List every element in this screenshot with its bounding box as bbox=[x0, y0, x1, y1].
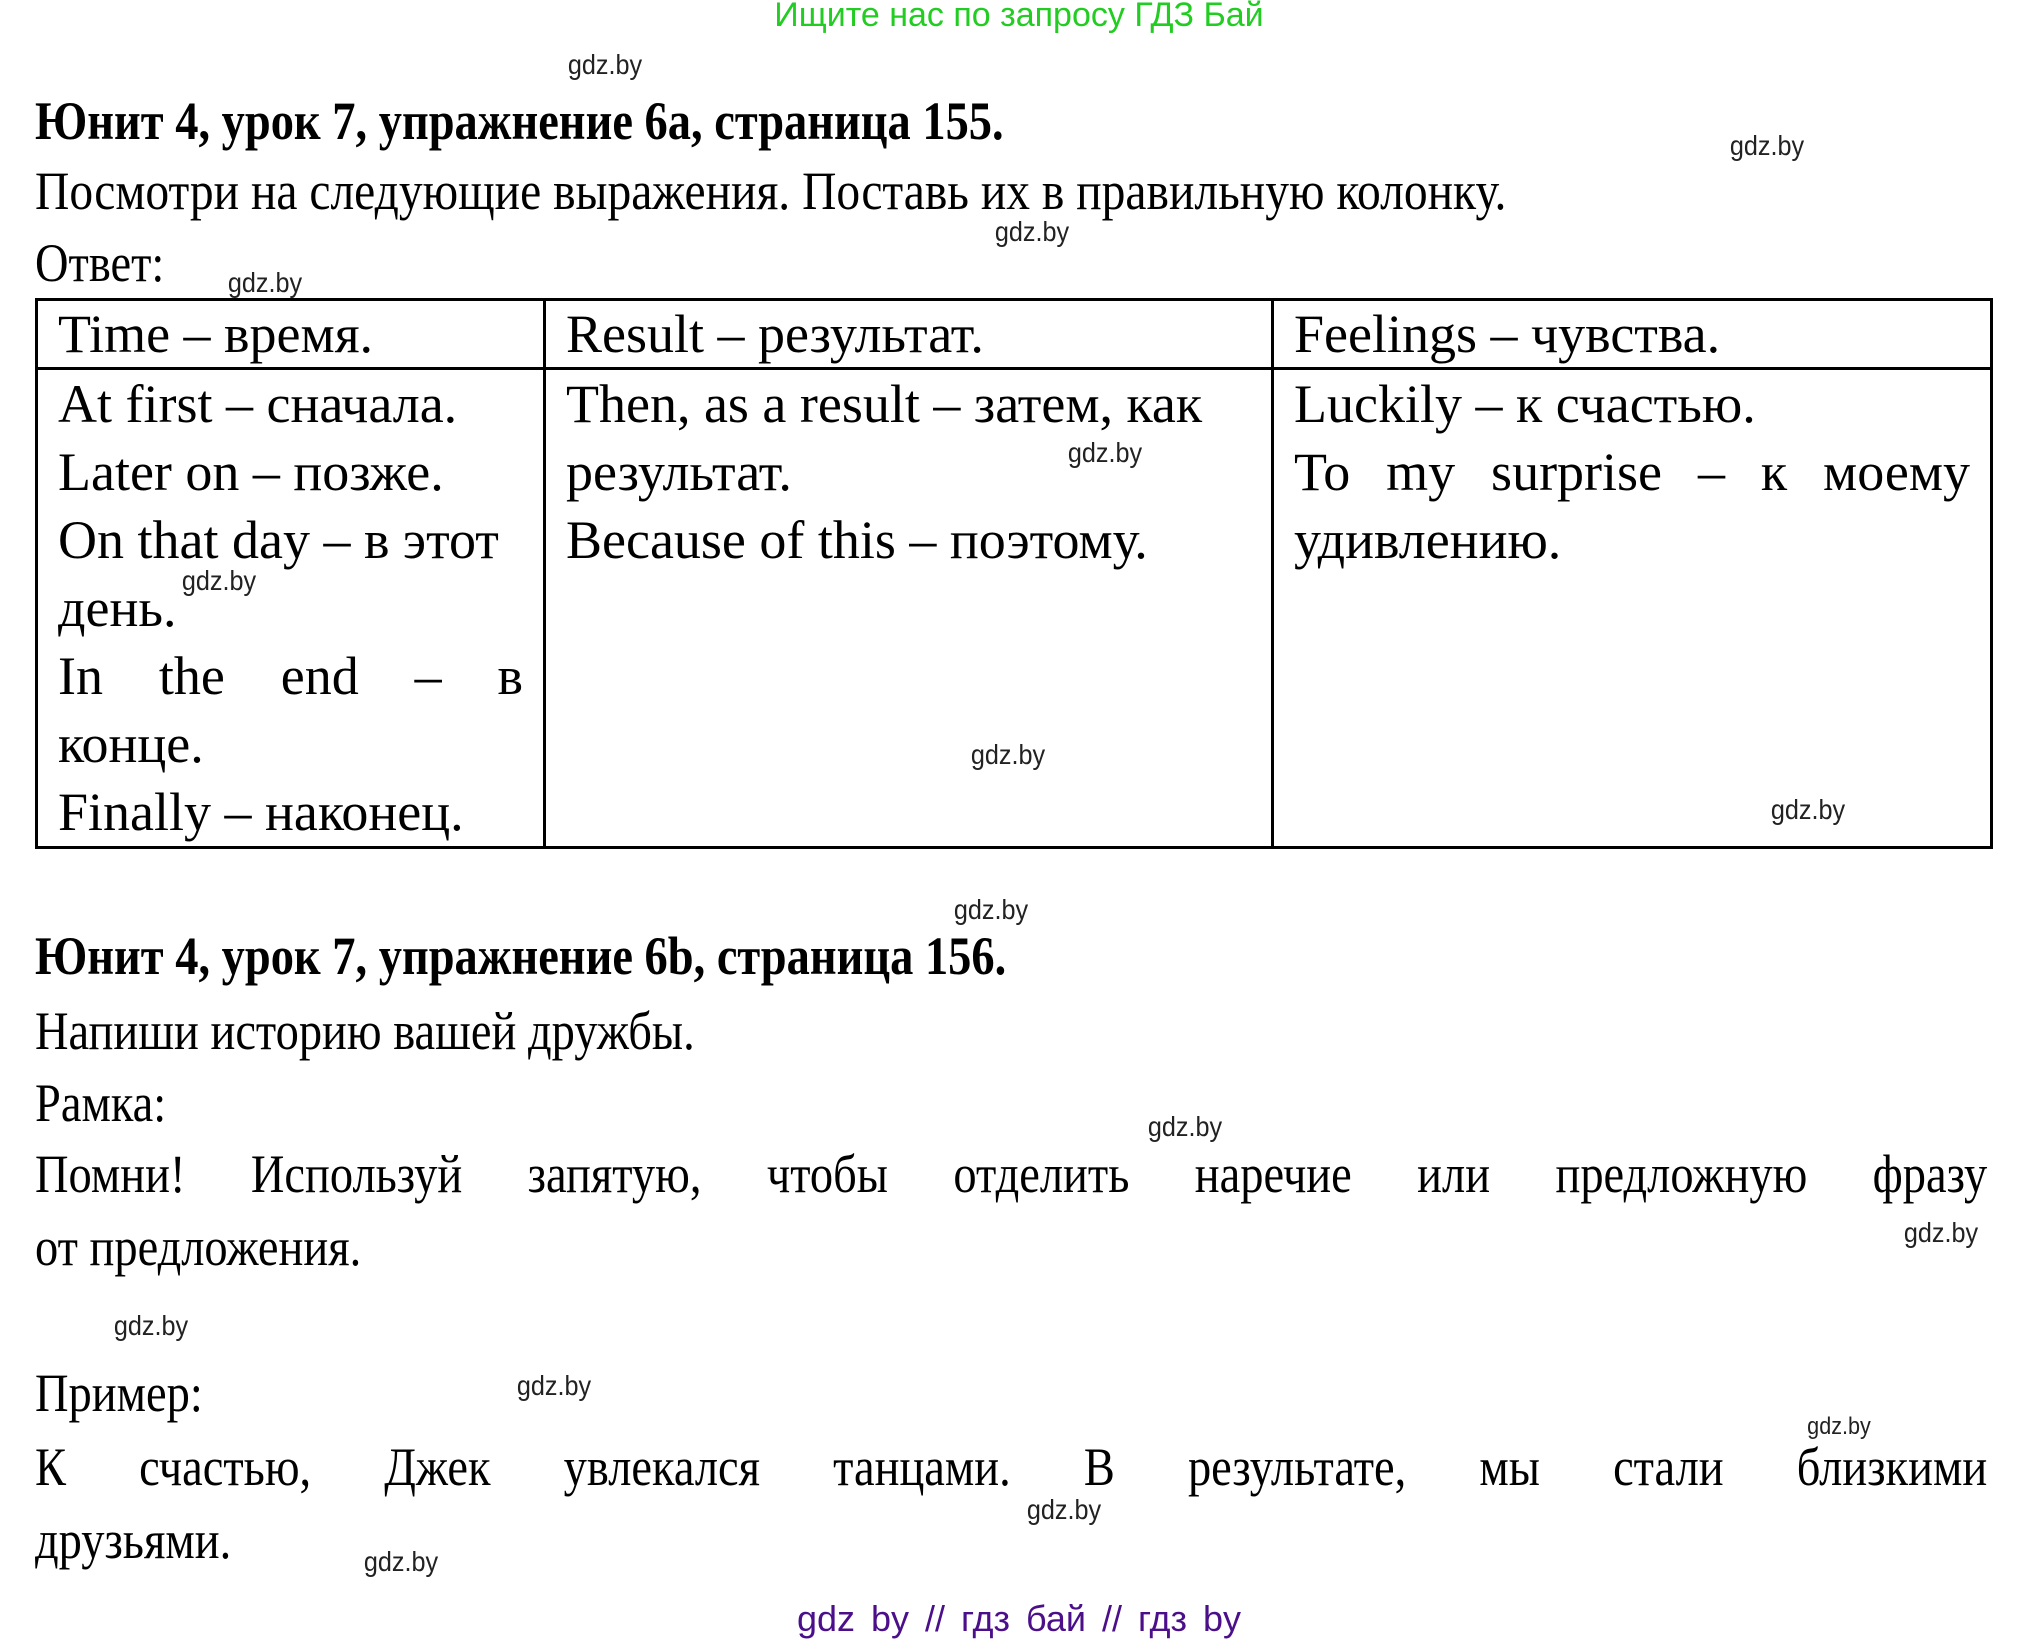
list-item: On that day – в этот bbox=[58, 510, 499, 570]
reminder-line-2: от предложения. bbox=[35, 1217, 362, 1277]
time-cell bbox=[37, 369, 545, 848]
watermark: gdz.by bbox=[953, 894, 1029, 925]
table-header-row bbox=[37, 300, 1992, 369]
watermark: gdz.by bbox=[1729, 130, 1805, 161]
list-item: To my surprise – к моему bbox=[1294, 442, 1970, 502]
header-feelings: Feelings – чувства. bbox=[1273, 300, 1992, 369]
exercise-6a-instruction: Посмотри на следующие выражения. Поставь их в правильную колонку. bbox=[35, 161, 1507, 221]
watermark: gdz.by bbox=[181, 565, 257, 596]
list-item: Luckily – к счастью. bbox=[1294, 374, 1756, 434]
header-result: Result – результат. bbox=[545, 300, 1273, 369]
list-item: In the end – в bbox=[58, 646, 523, 706]
list-item: Because of this – поэтому. bbox=[566, 510, 1148, 570]
list-item: день. bbox=[58, 578, 177, 638]
header-time: Time – время. bbox=[37, 300, 545, 369]
list-item: Later on – позже. bbox=[58, 442, 444, 502]
watermark: gdz.by bbox=[1147, 1111, 1223, 1142]
watermark: gdz.by bbox=[1067, 437, 1143, 468]
search-banner: Ищите нас по запросу ГДЗ Бай bbox=[774, 0, 1264, 34]
watermark: gdz.by bbox=[567, 49, 643, 80]
list-item: Finally – наконец. bbox=[58, 782, 464, 842]
list-item: Then, as a result – затем, как bbox=[566, 374, 1203, 434]
feelings-cell bbox=[1273, 369, 1992, 848]
reminder-line-1: Помни! Используй запятую, чтобы отделить наречие или предложную фразу bbox=[35, 1144, 1988, 1204]
example-line-2: друзьями. bbox=[35, 1510, 232, 1570]
watermark: gdz.by bbox=[363, 1546, 439, 1577]
table-row bbox=[37, 369, 1992, 848]
answer-label: Ответ: bbox=[35, 233, 165, 293]
watermark: gdz.by bbox=[1770, 794, 1846, 825]
exercise-6b-task: Напиши историю вашей дружбы. bbox=[35, 1001, 695, 1061]
list-item: удивлению. bbox=[1294, 510, 1562, 570]
frame-label: Рамка: bbox=[35, 1073, 167, 1133]
exercise-6b-heading: Юнит 4, урок 7, упражнение 6b, страница 156. bbox=[35, 926, 1007, 986]
watermark: gdz.by bbox=[113, 1310, 189, 1341]
list-item: конце. bbox=[58, 714, 204, 774]
exercise-6a-heading: Юнит 4, урок 7, упражнение 6а, страница 155. bbox=[35, 91, 1004, 151]
watermark: gdz.by bbox=[1903, 1217, 1979, 1248]
list-item: результат. bbox=[566, 442, 792, 502]
list-item: At first – сначала. bbox=[58, 374, 458, 434]
watermark: gdz.by bbox=[1807, 1413, 1871, 1440]
watermark: gdz.by bbox=[1026, 1494, 1102, 1525]
result-cell bbox=[545, 369, 1273, 848]
watermark: gdz.by bbox=[970, 739, 1046, 770]
watermark: gdz.by bbox=[227, 267, 303, 298]
example-line-1: К счастью, Джек увлекался танцами. В результате, мы стали близкими bbox=[35, 1437, 1988, 1497]
footer-links: gdz by // гдз бай // гдз by bbox=[796, 1598, 1242, 1639]
watermark: gdz.by bbox=[994, 216, 1070, 247]
watermark: gdz.by bbox=[516, 1370, 592, 1401]
example-label: Пример: bbox=[35, 1363, 203, 1423]
